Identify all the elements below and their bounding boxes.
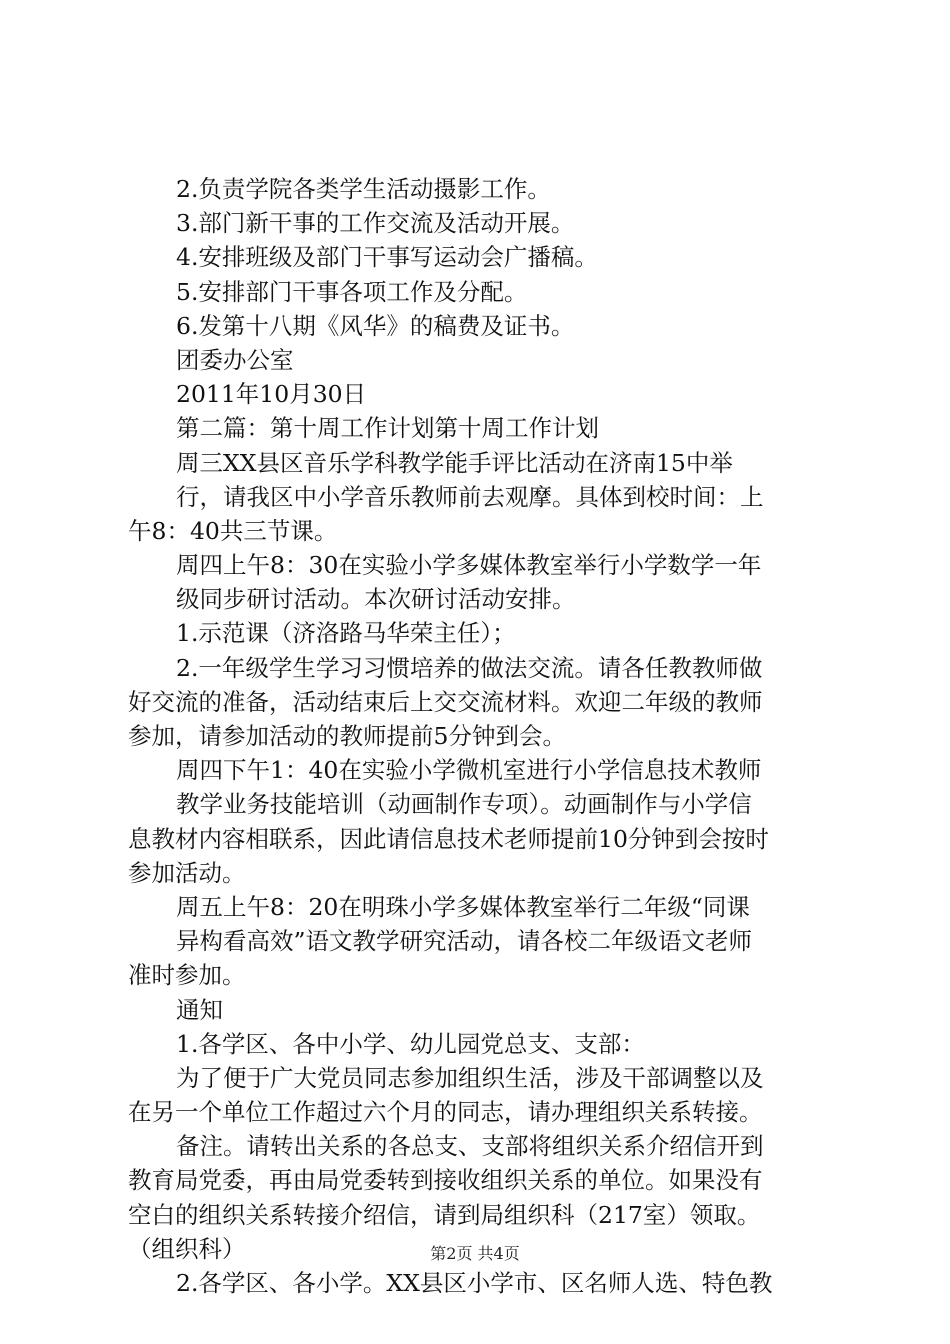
document-line: 行，请我区中小学音乐教师前去观摩。具体到校时间：上 xyxy=(176,482,764,511)
document-line: （组织科） xyxy=(128,1234,246,1263)
document-line: 空白的组织关系转接介绍信，请到局组织科（217室）领取。 xyxy=(128,1200,761,1229)
document-line: 异构看高效”语文教学研究活动，请各校二年级语文老师 xyxy=(176,927,753,956)
document-line: 2.一年级学生学习习惯培养的做法交流。请各任教教师做 xyxy=(176,653,763,682)
document-line: 通知 xyxy=(176,995,223,1024)
document-line: 参加活动。 xyxy=(128,858,246,887)
document-body xyxy=(128,172,836,1300)
document-line: 6.发第十八期《风华》的稿费及证书。 xyxy=(176,311,575,340)
document-line: 第二篇：第十周工作计划第十周工作计划 xyxy=(176,414,599,443)
document-line: 息教材内容相联系，因此请信息技术老师提前10分钟到会按时 xyxy=(128,824,769,853)
document-line: 周四下午1：40在实验小学微机室进行小学信息技术教师 xyxy=(176,756,762,785)
document-line: 2.各学区、各小学。XX县区小学市、区名师人选、特色教 xyxy=(176,1269,773,1297)
document-line: 3.部门新干事的工作交流及活动开展。 xyxy=(176,209,575,238)
document-line: 2011年10月30日 xyxy=(176,380,367,409)
document-line: 周三XX县区音乐学科教学能手评比活动在济南15中举 xyxy=(176,448,733,477)
document-line: 周五上午8：20在明珠小学多媒体教室举行二年级“同课 xyxy=(176,892,750,921)
document-line: 4.安排班级及部门干事写运动会广播稿。 xyxy=(176,243,598,272)
document-line: 5.安排部门干事各项工作及分配。 xyxy=(176,277,528,306)
page-footer: 第2页 共4页 xyxy=(430,1244,520,1263)
document-line: 教育局党委，再由局党委转到接收组织关系的单位。如果没有 xyxy=(128,1166,763,1195)
document-line: 1.各学区、各中小学、幼儿园党总支、支部： xyxy=(176,1029,645,1058)
document-line: 1.示范课（济洛路马华荣主任）； xyxy=(176,619,516,648)
document-line: 团委办公室 xyxy=(176,345,294,374)
document-line: 为了便于广大党员同志参加组织生活，涉及干部调整以及 xyxy=(176,1063,764,1092)
document-line: 2.负责学院各类学生活动摄影工作。 xyxy=(176,175,551,203)
document-line: 在另一个单位工作超过六个月的同志，请办理组织关系转接。 xyxy=(128,1098,763,1127)
document-line: 周四上午8：30在实验小学多媒体教室举行小学数学一年 xyxy=(176,551,762,580)
document-line: 参加，请参加活动的教师提前5分钟到会。 xyxy=(128,722,566,750)
document-line: 好交流的准备，活动结束后上交交流材料。欢迎二年级的教师 xyxy=(128,687,763,716)
document-line: 备注。请转出关系的各总支、支部将组织关系介绍信开到 xyxy=(176,1132,764,1161)
document-line: 级同步研讨活动。本次研讨活动安排。 xyxy=(176,585,576,614)
document-line: 教学业务技能培训（动画制作专项）。动画制作与小学信 xyxy=(176,790,752,819)
document-line: 准时参加。 xyxy=(128,961,246,990)
document-line: 午8：40共三节课。 xyxy=(128,516,338,545)
